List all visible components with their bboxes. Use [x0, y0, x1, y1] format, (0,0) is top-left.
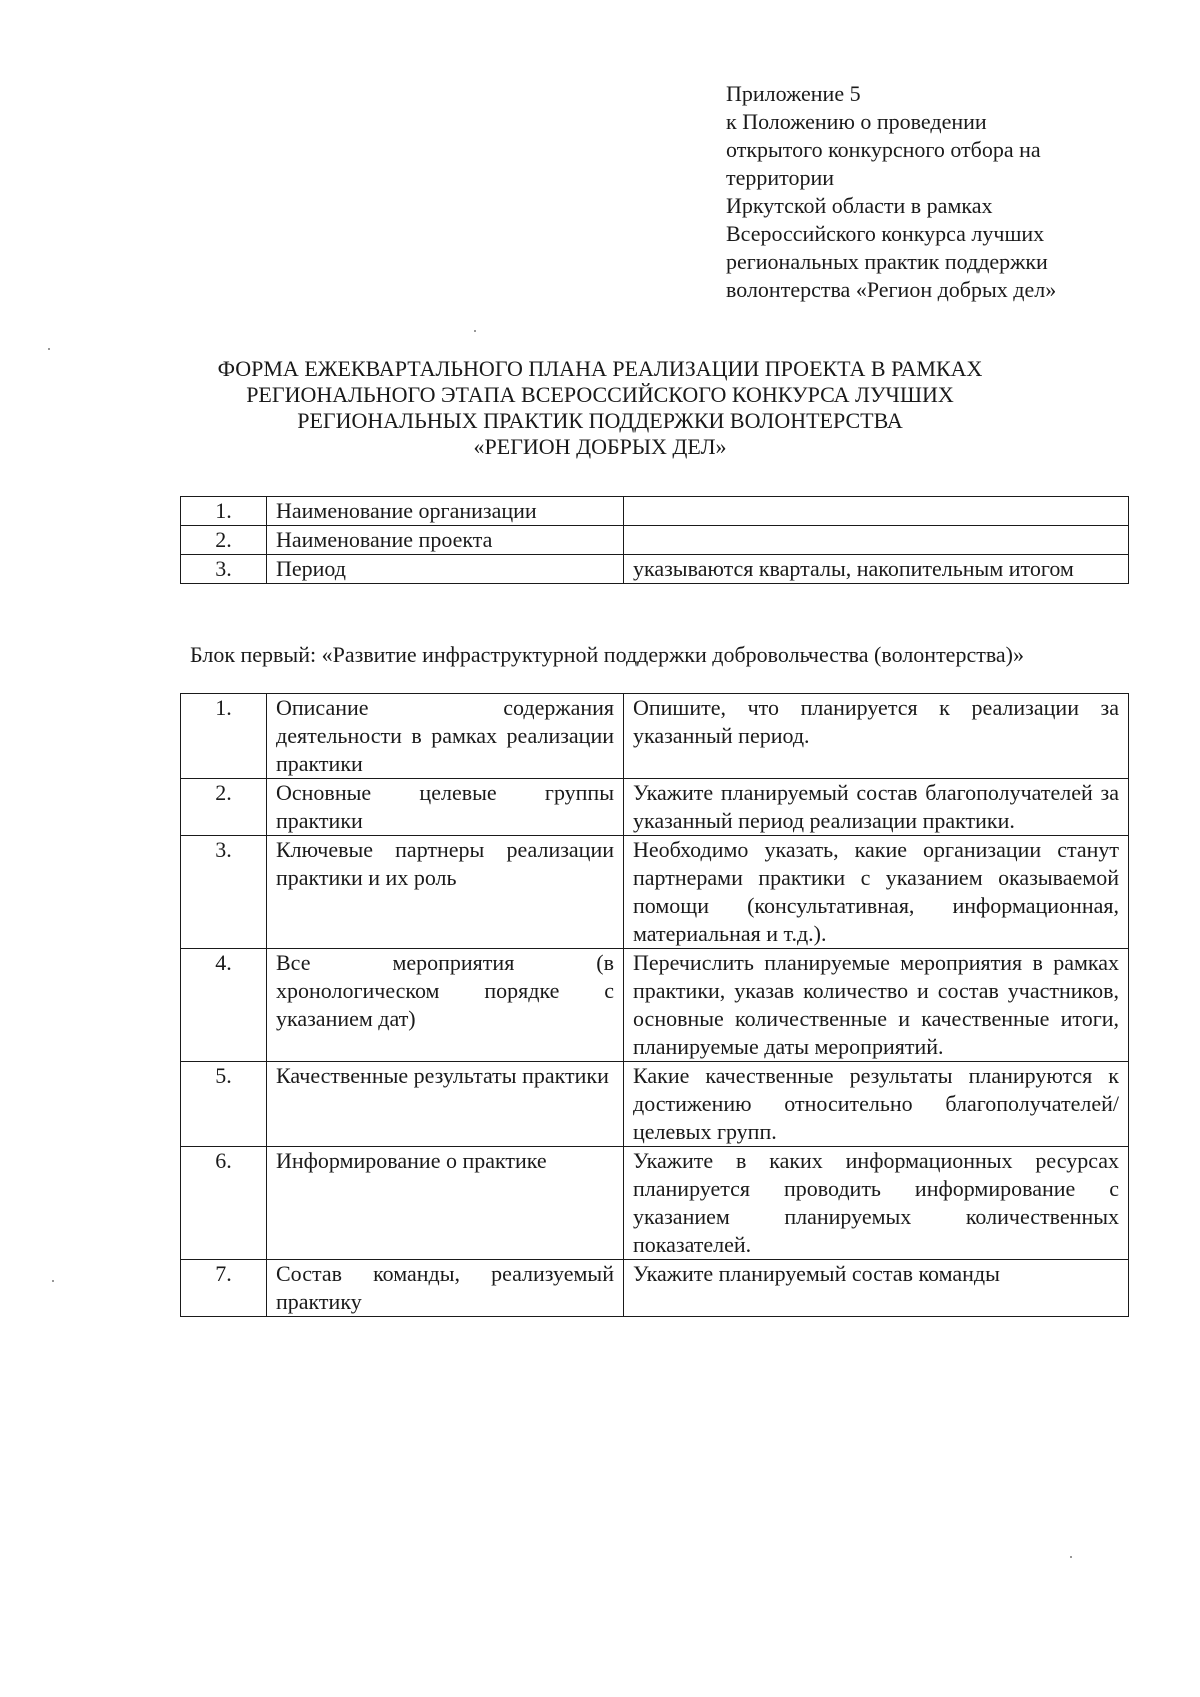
row-number: 6.: [181, 1147, 267, 1260]
appendix-line: региональных практик поддержки: [726, 249, 1048, 274]
appendix-line: Иркутской области в рамках: [726, 193, 993, 218]
row-description: Укажите в каких информационных ресурсах планируется проводить информирование с указанием планируемых количественных показателей.: [624, 1147, 1129, 1260]
row-description: Опишите, что планируется к реализации за указанный период.: [624, 694, 1129, 779]
appendix-line: к Положению о проведении: [726, 109, 987, 134]
appendix-line: волонтерства «Регион добрых дел»: [726, 277, 1057, 302]
table-row: [181, 555, 1129, 584]
row-description: Перечислить планируемые мероприятия в рамках практики, указав количество и состав участников, основные количественные и качественные итоги, планируемые даты мероприятий.: [624, 949, 1129, 1062]
appendix-line: Приложение 5: [726, 81, 861, 106]
appendix-line: открытого конкурсного отбора на: [726, 137, 1041, 162]
table-row: [181, 497, 1129, 526]
row-number: 7.: [181, 1260, 267, 1317]
table-row: [181, 949, 1129, 1062]
table-row: [181, 526, 1129, 555]
table-row: [181, 1260, 1129, 1317]
appendix-note: [726, 80, 1166, 304]
appendix-line: Всероссийского конкурса лучших: [726, 221, 1045, 246]
title-line: РЕГИОНАЛЬНОГО ЭТАПА ВСЕРОССИЙСКОГО КОНКУРСА ЛУЧШИХ: [246, 382, 954, 407]
row-value: [624, 526, 1129, 555]
row-label: Информирование о практике: [267, 1147, 624, 1260]
title-line: «РЕГИОН ДОБРЫХ ДЕЛ»: [473, 434, 727, 459]
table-row: [181, 1062, 1129, 1147]
row-number: 1.: [181, 497, 267, 526]
block-heading: Блок первый: «Развитие инфраструктурной поддержки добровольчества (волонтерства)»: [190, 642, 1025, 667]
table-row: [181, 694, 1129, 779]
appendix-line: территории: [726, 165, 835, 190]
row-number: 3.: [181, 555, 267, 584]
scan-speck: [474, 330, 476, 332]
row-number: 3.: [181, 836, 267, 949]
row-label: Основные целевые группы практики: [267, 779, 624, 836]
row-label: Период: [267, 555, 624, 584]
table-row: [181, 836, 1129, 949]
row-description: Необходимо указать, какие организации станут партнерами практики с указанием оказываемой помощи (консультативная, информационная, материальная и т.д.).: [624, 836, 1129, 949]
document-title: [150, 356, 1050, 460]
row-value: [624, 497, 1129, 526]
row-number: 5.: [181, 1062, 267, 1147]
info-table: [180, 496, 1129, 584]
title-line: ФОРМА ЕЖЕКВАРТАЛЬНОГО ПЛАНА РЕАЛИЗАЦИИ ПРОЕКТА В РАМКАХ: [217, 356, 983, 381]
row-label: Наименование проекта: [267, 526, 624, 555]
row-description: Укажите планируемый состав команды: [624, 1260, 1129, 1317]
row-label: Все мероприятия (в хронологическом порядке с указанием дат): [267, 949, 624, 1062]
table-row: [181, 779, 1129, 836]
row-label: Ключевые партнеры реализации практики и их роль: [267, 836, 624, 949]
row-label: Состав команды, реализуемый практику: [267, 1260, 624, 1317]
row-value: указываются кварталы, накопительным итогом: [624, 555, 1129, 584]
row-number: 4.: [181, 949, 267, 1062]
row-number: 2.: [181, 526, 267, 555]
row-number: 1.: [181, 694, 267, 779]
title-line: РЕГИОНАЛЬНЫХ ПРАКТИК ПОДДЕРЖКИ ВОЛОНТЕРСТВА: [297, 408, 903, 433]
scan-speck: [48, 348, 50, 350]
row-label: Качественные результаты практики: [267, 1062, 624, 1147]
scan-speck: [1070, 1556, 1072, 1558]
row-label: Наименование организации: [267, 497, 624, 526]
table-row: [181, 1147, 1129, 1260]
block1-table: [180, 693, 1129, 1317]
scan-speck: [52, 1280, 54, 1282]
row-number: 2.: [181, 779, 267, 836]
row-label: Описание содержания деятельности в рамках реализации практики: [267, 694, 624, 779]
row-description: Укажите планируемый состав благополучателей за указанный период реализации практики.: [624, 779, 1129, 836]
row-description: Какие качественные результаты планируются к достижению относительно благополучателей/целевых групп.: [624, 1062, 1129, 1147]
